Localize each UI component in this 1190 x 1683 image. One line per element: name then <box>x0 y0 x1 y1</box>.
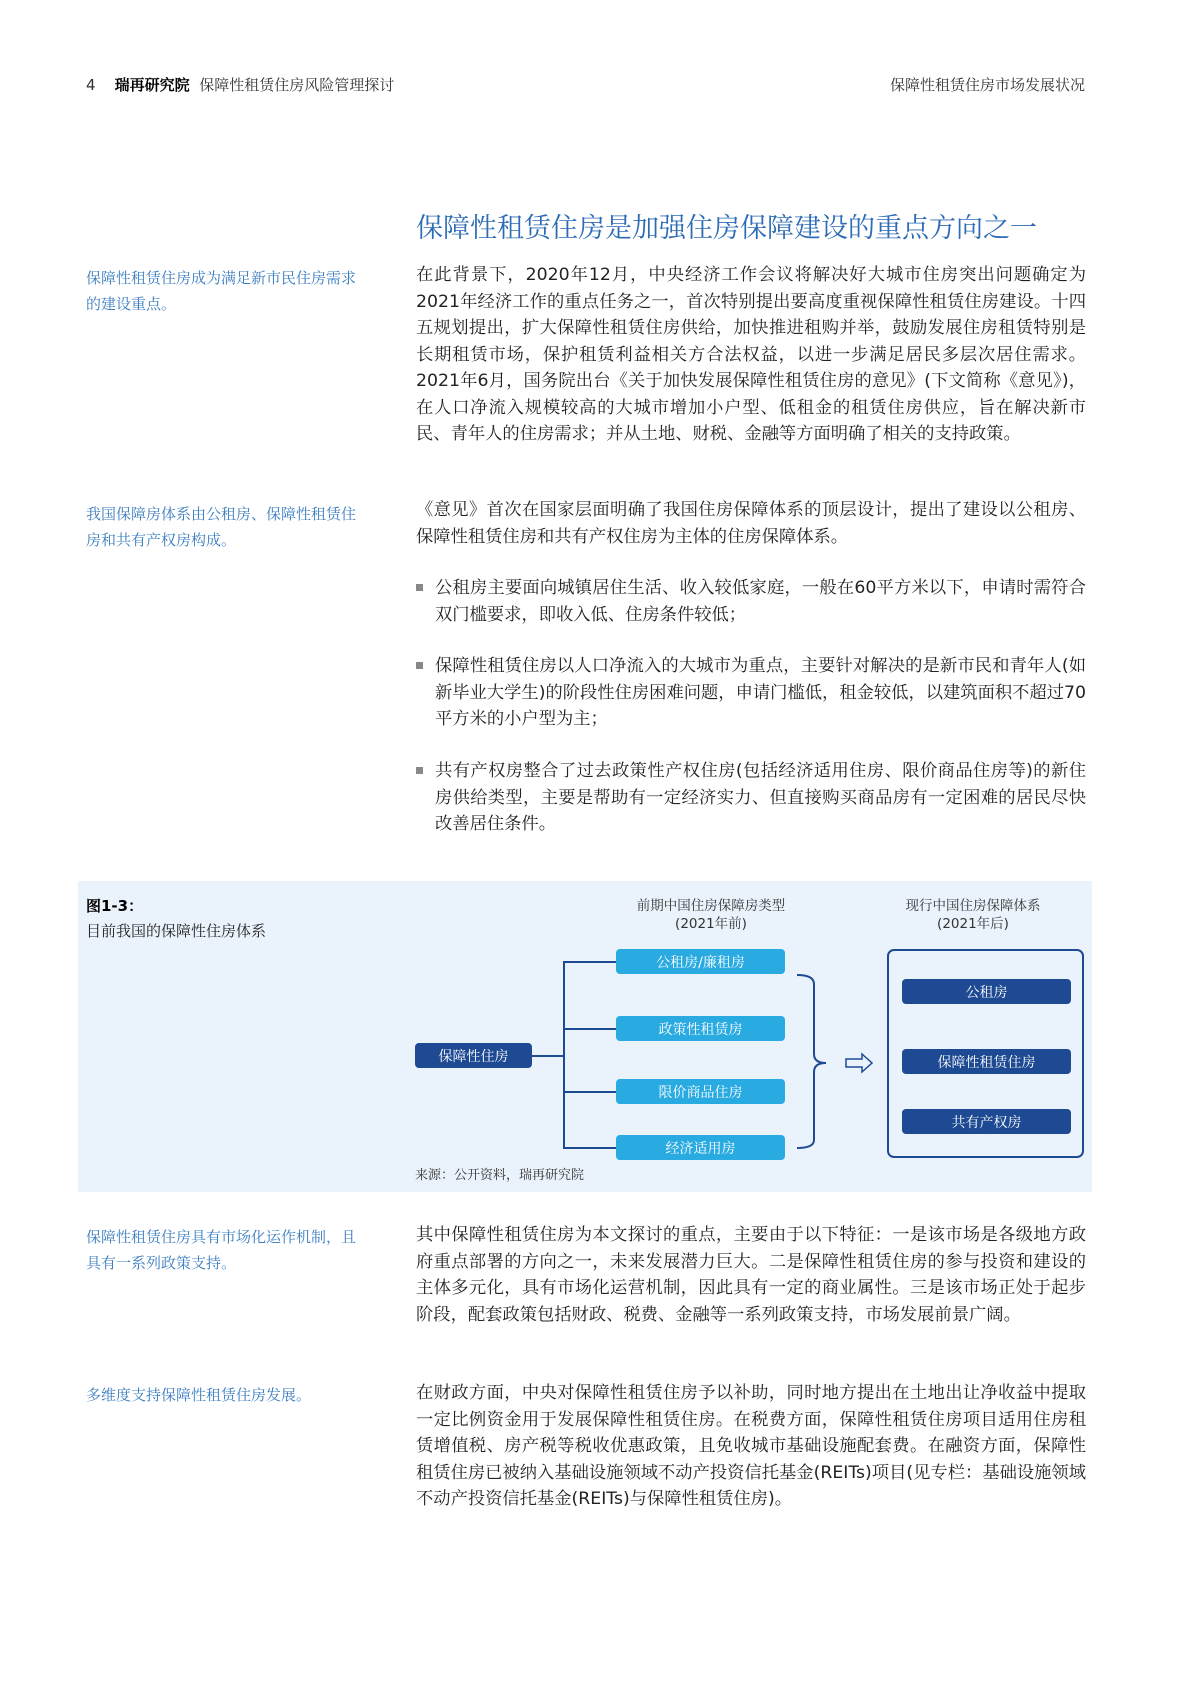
side-note: 保障性租赁住房具有市场化运作机制，且具有一系列政策支持。 <box>86 1228 357 1272</box>
bullet-item: 共有产权房整合了过去政策性产权住房(包括经济适用住房、限价商品住房等)的新住房供给类型，主要是帮助有一定经济实力、但直接购买商品房有一定困难的居民尽快改善居住条件。 <box>416 758 1086 838</box>
paragraph: 《意见》首次在国家层面明确了我国住房保障体系的顶层设计，提出了建设以公租房、保障性租赁住房和共有产权住房为主体的住房保障体系。 <box>416 500 1086 547</box>
new-type-node: 保障性租赁住房 <box>902 1049 1071 1074</box>
right-column-header: 现行中国住房保障体系 (2021年后) <box>905 898 1041 932</box>
bullet-icon <box>416 662 423 669</box>
section-title: 保障性租赁住房市场发展状况 <box>889 76 1085 94</box>
connector-line <box>563 961 565 1148</box>
side-note: 多维度支持保障性租赁住房发展。 <box>86 1386 312 1404</box>
left-column-header: 前期中国住房保障房类型 (2021年前) <box>636 898 786 932</box>
old-type-node: 经济适用房 <box>616 1135 785 1160</box>
new-type-node: 共有产权房 <box>902 1109 1071 1134</box>
brace-arrow-icon <box>790 970 880 1155</box>
brand: 瑞再研究院 <box>114 76 190 94</box>
connector-line <box>563 961 616 963</box>
old-type-node: 限价商品住房 <box>616 1079 785 1104</box>
page-number: 4 <box>86 76 96 94</box>
bullet-item: 保障性租赁住房以人口净流入的大城市为重点，主要针对解决的是新市民和青年人(如新毕业大学生)的阶段性住房困难问题，申请门槛低，租金较低，以建筑面积不超过70平方米的小户型为主； <box>416 653 1086 733</box>
figure-source: 来源：公开资料，瑞再研究院 <box>415 1168 585 1183</box>
old-type-node: 公租房/廉租房 <box>616 949 785 974</box>
figure-label: 图1-3： <box>86 897 144 915</box>
connector-line <box>563 1091 616 1093</box>
page-header-left <box>86 74 394 95</box>
connector-line <box>532 1055 564 1057</box>
new-type-node: 公租房 <box>902 979 1071 1004</box>
bullet-icon <box>416 584 423 591</box>
old-type-node: 政策性租赁房 <box>616 1016 785 1041</box>
connector-line <box>563 1028 616 1030</box>
root-node: 保障性住房 <box>415 1043 532 1068</box>
paragraph: 在此背景下，2020年12月，中央经济工作会议将解决好大城市住房突出问题确定为2021年经济工作的重点任务之一，首次特别提出要高度重视保障性租赁住房建设。十四五规划提出，扩大保障性租赁住房供给，加快推进租购并举，鼓励发展住房租赁特别是长期租赁市场，保护租赁利益相关方合法权益，以进一步满足居民多层次居住需求。2021年6月，国务院出台《关于加快发展保障性租赁住房的意见》(下文简称《意见》)，在人口净流入规模较高的大城市增加小户型、低租金的租赁住房供应，旨在解决新市民、青年人的住房需求；并从土地、财税、金融等方面明确了相关的支持政策。 <box>416 265 1086 444</box>
bullet-item: 公租房主要面向城镇居住生活、收入较低家庭，一般在60平方米以下，申请时需符合双门槛要求，即收入低、住房条件较低； <box>416 575 1086 628</box>
paragraph: 其中保障性租赁住房为本文探讨的重点，主要由于以下特征：一是该市场是各级地方政府重点部署的方向之一，未来发展潜力巨大。二是保障性租赁住房的参与投资和建设的主体多元化，具有市场化运营机制，因此具有一定的商业属性。三是该市场正处于起步阶段，配套政策包括财政、税费、金融等一系列政策支持，市场发展前景广阔。 <box>416 1225 1086 1325</box>
side-note: 保障性租赁住房成为满足新市民住房需求的建设重点。 <box>86 269 357 313</box>
bullet-icon <box>416 767 423 774</box>
paragraph: 在财政方面，中央对保障性租赁住房予以补助，同时地方提出在土地出让净收益中提取一定比例资金用于发展保障性租赁住房。在税费方面，保障性租赁住房项目适用住房租赁增值税、房产税等税收优惠政策，且免收城市基础设施配套费。在融资方面，保障性租赁住房已被纳入基础设施领域不动产投资信托基金(REITs)项目(见专栏：基础设施领域不动产投资信托基金(REITs)与保障性租赁住房)。 <box>416 1383 1086 1509</box>
figure-caption: 目前我国的保障性住房体系 <box>86 922 267 940</box>
report-title: 保障性租赁住房风险管理探讨 <box>199 76 395 94</box>
connector-line <box>563 1147 616 1149</box>
side-note: 我国保障房体系由公租房、保障性租赁住房和共有产权房构成。 <box>86 505 357 549</box>
page-title: 保障性租赁住房是加强住房保障建设的重点方向之一 <box>416 213 1037 244</box>
